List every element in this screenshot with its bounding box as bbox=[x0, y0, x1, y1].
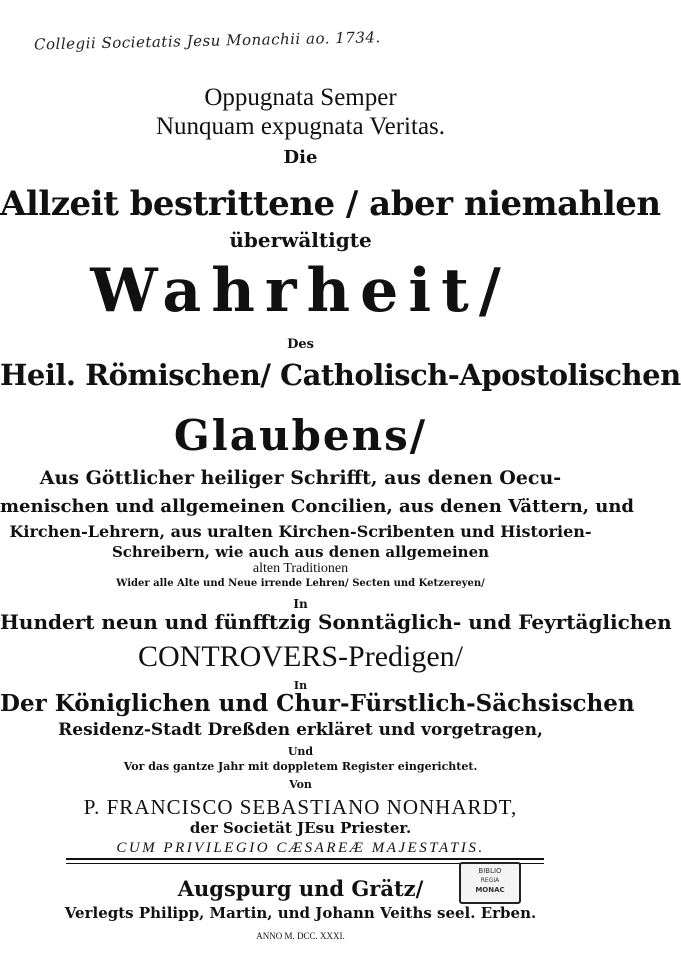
description-line-3: Kirchen-Lehrern, aus uralten Kirchen-Scribenten und Historien- bbox=[9, 522, 592, 541]
author-name: P. FRANCISCO SEBASTIANO NONHARDT, bbox=[83, 795, 518, 819]
article-die: Die bbox=[283, 147, 318, 168]
title-heil-roemischen: Heil. Römischen/ Catholisch-Apostolischen bbox=[0, 358, 681, 392]
description-line-5: alten Traditionen bbox=[252, 561, 349, 576]
article-des: Des bbox=[287, 337, 314, 352]
latin-title-line-2: Nunquam expugnata Veritas. bbox=[155, 113, 446, 140]
description-line-6: Wider alle Alte und Neue irrende Lehren/ Secten und Ketzereyen/ bbox=[116, 578, 485, 589]
title-wahrheit: Wahrheit/ bbox=[90, 256, 511, 326]
publisher-line: Verlegts Philipp, Martin, und Johann Veiths seel. Erben. bbox=[64, 904, 537, 922]
description-line-1: Aus Göttlicher heiliger Schrifft, aus denen Oecu- bbox=[39, 467, 562, 489]
author-society: der Societät JEsu Priester. bbox=[189, 819, 412, 837]
title-allzeit: Allzeit bestrittene / aber niemahlen bbox=[0, 184, 661, 224]
preposition-von: Von bbox=[289, 778, 312, 791]
preposition-in-1: In bbox=[293, 597, 308, 611]
title-ueberwaeltigte: überwältigte bbox=[229, 228, 372, 252]
preposition-in-2: In bbox=[293, 679, 308, 692]
stamp-line-3: MONAC bbox=[475, 886, 505, 894]
description-line-4: Schreibern, wie auch aus denen allgemeinen bbox=[111, 543, 490, 561]
sermon-count-line: Hundert neun und fünfftzig Sonntäglich- und Feyrtäglichen bbox=[0, 610, 672, 634]
latin-title-line-1: Oppugnata Semper bbox=[204, 84, 397, 111]
stamp-line-2: REGIA bbox=[480, 877, 500, 884]
conjunction-und: Und bbox=[287, 745, 314, 758]
residenz-line: Residenz-Stadt Dreßden erkläret und vorgetragen, bbox=[58, 720, 543, 740]
controvers-predigen: CONTROVERS-Predigen/ bbox=[138, 640, 463, 673]
imperial-privilege: CUM PRIVILEGIO CÆSAREÆ MAJESTATIS. bbox=[116, 840, 485, 856]
description-line-2: menischen und allgemeinen Concilien, aus denen Vättern, und bbox=[0, 496, 635, 517]
stamp-line-1: BIBLIO bbox=[478, 867, 502, 875]
title-glaubens: Glaubens/ bbox=[173, 411, 428, 460]
publication-year: ANNO M. DCC. XXXI. bbox=[256, 931, 345, 941]
publication-place: Augspurg und Grätz/ bbox=[177, 876, 424, 901]
royal-electoral-line: Der Königlichen und Chur-Fürstlich-Sächsischen bbox=[0, 690, 635, 717]
library-stamp bbox=[459, 862, 521, 904]
register-line: Vor das gantze Jahr mit doppletem Register eingerichtet. bbox=[123, 760, 478, 773]
handwritten-ownership-note: Collegii Societatis Jesu Monachii ao. 1734. bbox=[33, 28, 381, 54]
